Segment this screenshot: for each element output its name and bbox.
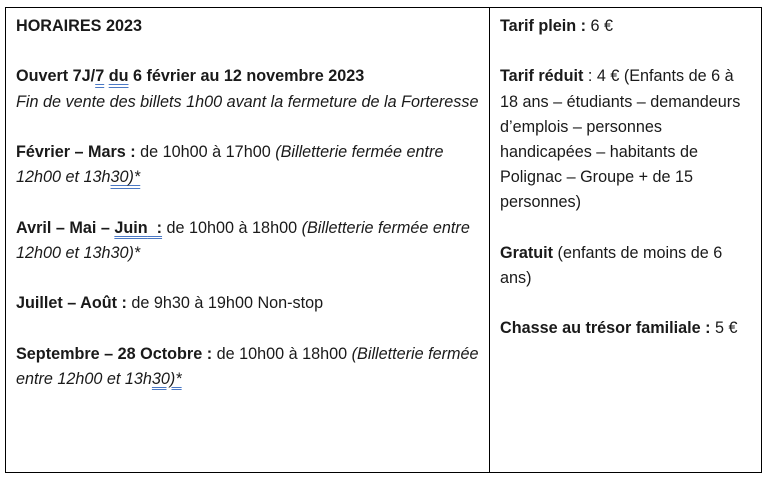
price-value: 6 € (586, 17, 614, 35)
period-hours: de 10h00 à 18h00 (212, 344, 352, 363)
period-feb-mar (16, 140, 479, 190)
price-label: Tarif plein : (500, 17, 587, 35)
price-label: Chasse au trésor familiale : (500, 319, 711, 338)
price-free (500, 241, 753, 291)
prices-column (490, 8, 761, 472)
period-hours: de 9h30 à 19h00 Non-stop (126, 294, 324, 313)
period-jul-aug (16, 291, 479, 316)
price-value: 5 € (710, 319, 738, 338)
price-label: Gratuit (500, 243, 554, 262)
period-hours: de 10h00 à 17h00 (135, 142, 276, 161)
period-note: (Billetterie fermée entre 12h00 et 13h30)* (16, 142, 444, 187)
period-label: Février – Mars : (16, 142, 136, 161)
price-treasure-hunt (500, 316, 753, 341)
period-hours: de 10h00 à 18h00 (162, 218, 302, 237)
price-value: : 4 € (Enfants de 6 à 18 ans – étudiants – demandeurs d’emplois – personnes handicapées – habitants de Polignac – Groupe + de 15 personnes) (500, 67, 741, 212)
opening-dates (16, 67, 364, 85)
price-reduced (500, 64, 753, 215)
period-label: Avril – Mai – Juin : (16, 218, 163, 237)
price-full (500, 14, 753, 39)
schedule-table (5, 7, 762, 473)
opening-text-2: 7 (95, 67, 105, 86)
period-sep-oct (16, 342, 479, 392)
opening-text-4: du (108, 67, 129, 86)
period-note: (Billetterie fermée entre 12h00 et 13h30)* (16, 344, 479, 388)
ticket-sale-note: Fin de vente des billets 1h00 avant la fermeture de la Forteresse (16, 92, 479, 111)
period-label: Septembre – 28 Octobre : (16, 344, 213, 363)
opening-block (16, 64, 479, 114)
period-note: (Billetterie fermée entre 12h00 et 13h30)* (16, 218, 470, 262)
opening-text-5: 6 février au 12 novembre 2023 (128, 67, 365, 86)
period-apr-jun (16, 216, 479, 266)
price-value: (enfants de moins de 6 ans) (500, 243, 723, 287)
period-label: Juillet – Août : (16, 294, 127, 313)
hours-column (6, 8, 490, 472)
opening-text-1: Ouvert 7J/ (16, 67, 96, 86)
price-label: Tarif réduit (500, 67, 584, 86)
hours-title: HORAIRES 2023 (16, 17, 142, 35)
